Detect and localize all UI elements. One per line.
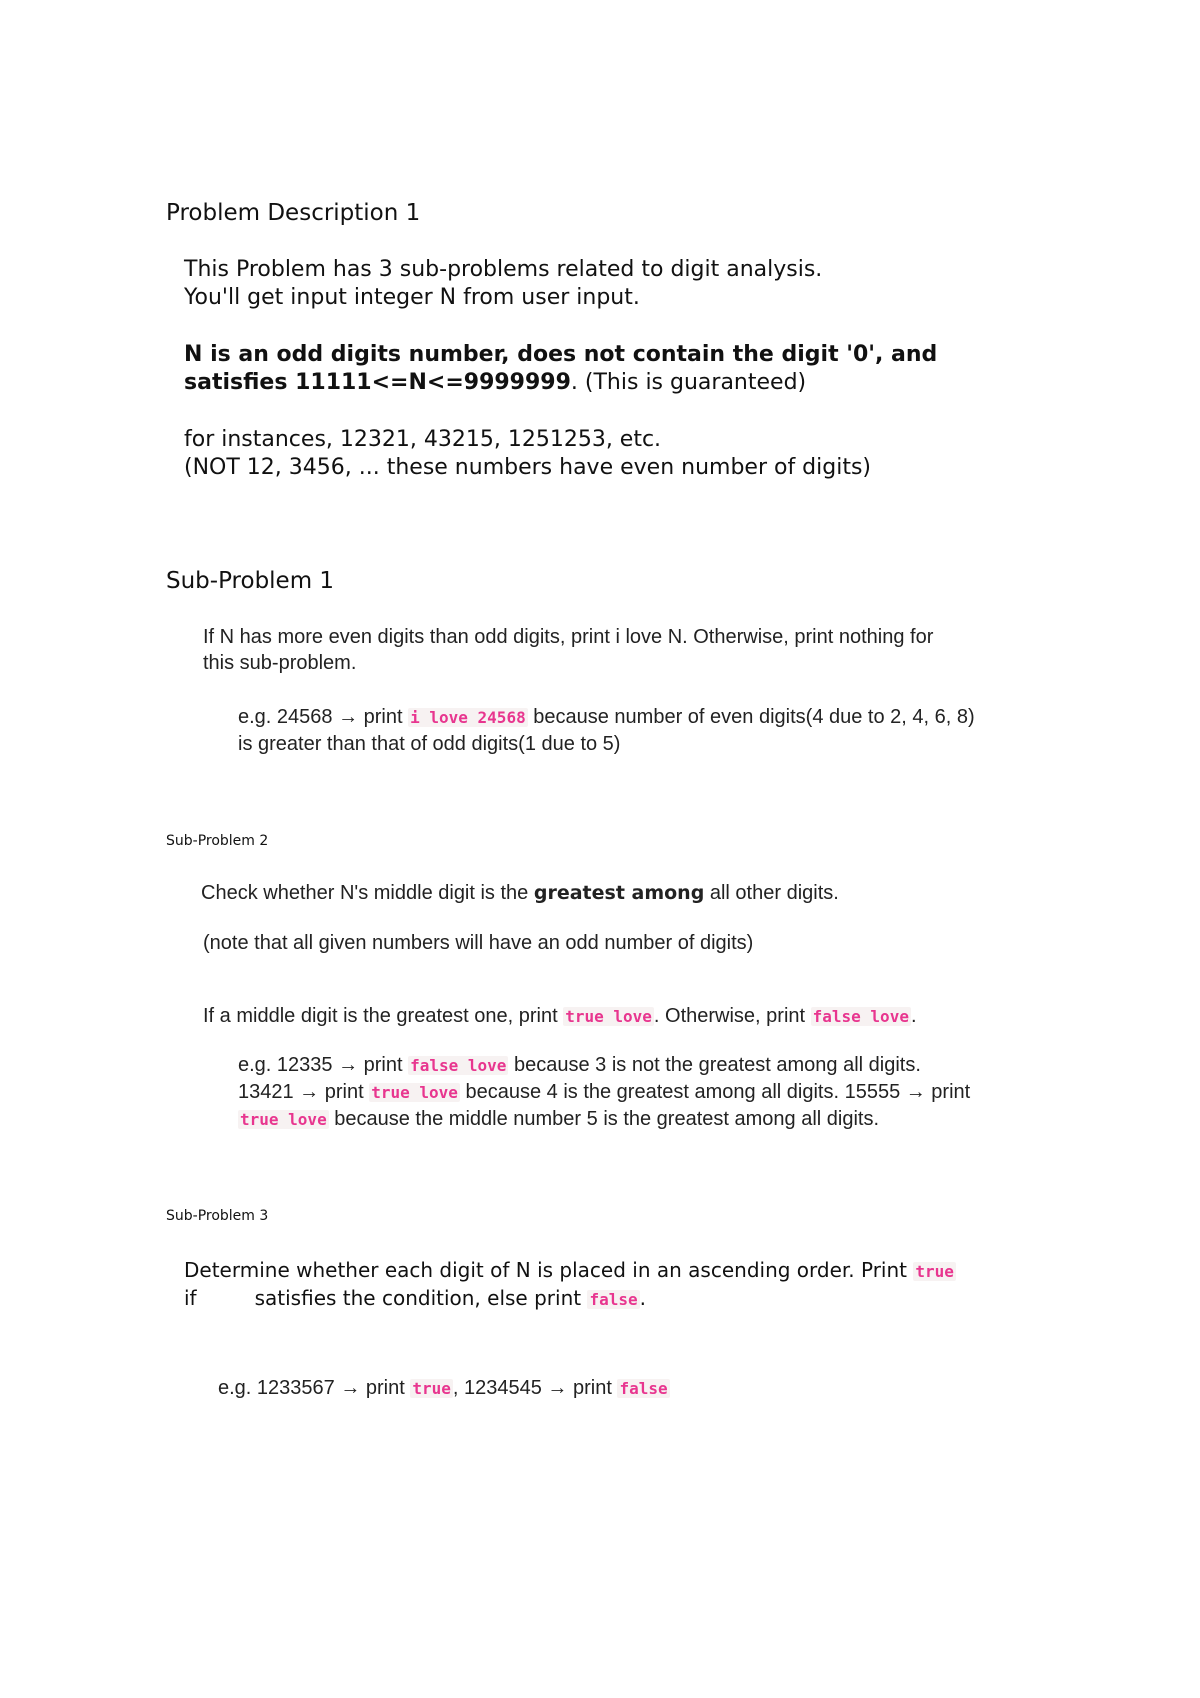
sub1-title: Sub-Problem 1 bbox=[166, 568, 335, 594]
constraint-range: satisfies 11111<=N<=9999999 bbox=[184, 370, 571, 395]
code-i-love: i love 24568 bbox=[410, 708, 526, 727]
sub2-check-suffix: all other digits. bbox=[704, 882, 839, 904]
sub3-line2-end: . bbox=[639, 1286, 646, 1310]
sub2-eg2-prefix: 13421 → print bbox=[238, 1081, 370, 1103]
sub2-if-mid: . Otherwise, print bbox=[653, 1005, 811, 1027]
sub2-title: Sub-Problem 2 bbox=[166, 833, 269, 849]
sub2-note: (note that all given numbers will have an odd number of digits) bbox=[203, 932, 754, 954]
sub2-check-prefix: Check whether N's middle digit is the bbox=[201, 882, 534, 904]
sub2-eg-line-3 bbox=[238, 1106, 970, 1133]
problem-instances bbox=[184, 426, 871, 482]
code-true: true bbox=[915, 1262, 954, 1281]
code-false: false bbox=[589, 1290, 638, 1309]
sub3-eg-mid: , 1234545 → print bbox=[452, 1377, 618, 1399]
sub1-eg-suffix: because number of even digits(4 due to 2, 4, 6, 8) bbox=[527, 706, 975, 728]
sub2-check-bold: greatest among bbox=[533, 882, 705, 904]
sub1-line-1: If N has more even digits than odd digits, print i love N. Otherwise, print nothing for bbox=[203, 626, 934, 648]
sub3-example bbox=[218, 1375, 670, 1402]
sub3-line-2 bbox=[184, 1285, 956, 1313]
problem-constraint bbox=[184, 341, 937, 397]
intro-line-2: You'll get input integer N from user input. bbox=[184, 285, 640, 310]
code-false-love: false love bbox=[812, 1007, 909, 1026]
sub3-line1-prefix: Determine whether each digit of N is placed in an ascending order. Print bbox=[184, 1258, 914, 1282]
sub2-rule bbox=[203, 1003, 917, 1030]
sub3-line2-mid: satisfies the condition, else print bbox=[254, 1286, 588, 1310]
instances-line-1: for instances, 12321, 43215, 1251253, etc. bbox=[184, 427, 662, 452]
constraint-line-2 bbox=[184, 369, 937, 397]
intro-line-1: This Problem has 3 sub-problems related to digit analysis. bbox=[184, 257, 823, 282]
sub1-description bbox=[203, 624, 933, 676]
sub3-line-1 bbox=[184, 1257, 956, 1285]
code-true-love-eg: true love bbox=[371, 1083, 458, 1102]
sub3-eg-line bbox=[218, 1375, 670, 1402]
sub1-example bbox=[238, 704, 975, 757]
sub1-eg-line-1 bbox=[238, 704, 975, 731]
sub2-eg3-suffix: because the middle number 5 is the greatest among all digits. bbox=[328, 1108, 880, 1130]
problem-intro bbox=[184, 256, 822, 312]
sub2-if-end: . bbox=[910, 1005, 917, 1027]
sub2-eg1-prefix: e.g. 12335 → print bbox=[238, 1054, 409, 1076]
sub2-eg-line-2 bbox=[238, 1079, 970, 1106]
code-false-eg: false bbox=[619, 1379, 668, 1398]
sub2-eg1-suffix: because 3 is not the greatest among all digits. bbox=[508, 1054, 921, 1076]
sub2-eg2-suffix: because 4 is the greatest among all digits. 15555 → print bbox=[459, 1081, 971, 1103]
problem-title: Problem Description 1 bbox=[166, 200, 421, 226]
sub2-check bbox=[201, 880, 839, 906]
sub3-title: Sub-Problem 3 bbox=[166, 1208, 269, 1224]
sub2-if-prefix: If a middle digit is the greatest one, print bbox=[203, 1005, 564, 1027]
code-true-eg: true bbox=[412, 1379, 451, 1398]
sub1-line-2: this sub-problem. bbox=[203, 652, 357, 674]
code-true-love: true love bbox=[565, 1007, 652, 1026]
sub3-eg-prefix: e.g. 1233567 → print bbox=[218, 1377, 411, 1399]
sub2-examples bbox=[238, 1052, 970, 1133]
sub2-rule-line bbox=[203, 1003, 917, 1030]
sub1-eg-line-2: is greater than that of odd digits(1 due to 5) bbox=[238, 733, 621, 755]
constraint-line-1: N is an odd digits number, does not contain the digit '0', and bbox=[184, 342, 938, 367]
sub1-eg-prefix: e.g. 24568 → print bbox=[238, 706, 409, 728]
code-true-love-eg2: true love bbox=[240, 1110, 327, 1129]
sub3-if: if bbox=[184, 1286, 197, 1310]
sub2-check-line bbox=[201, 880, 839, 906]
constraint-guarantee: . (This is guaranteed) bbox=[570, 370, 807, 395]
sub2-eg-line-1 bbox=[238, 1052, 970, 1079]
sub3-description bbox=[184, 1257, 956, 1313]
instances-line-2: (NOT 12, 3456, ... these numbers have even number of digits) bbox=[184, 455, 872, 480]
code-false-love-eg: false love bbox=[410, 1056, 507, 1075]
